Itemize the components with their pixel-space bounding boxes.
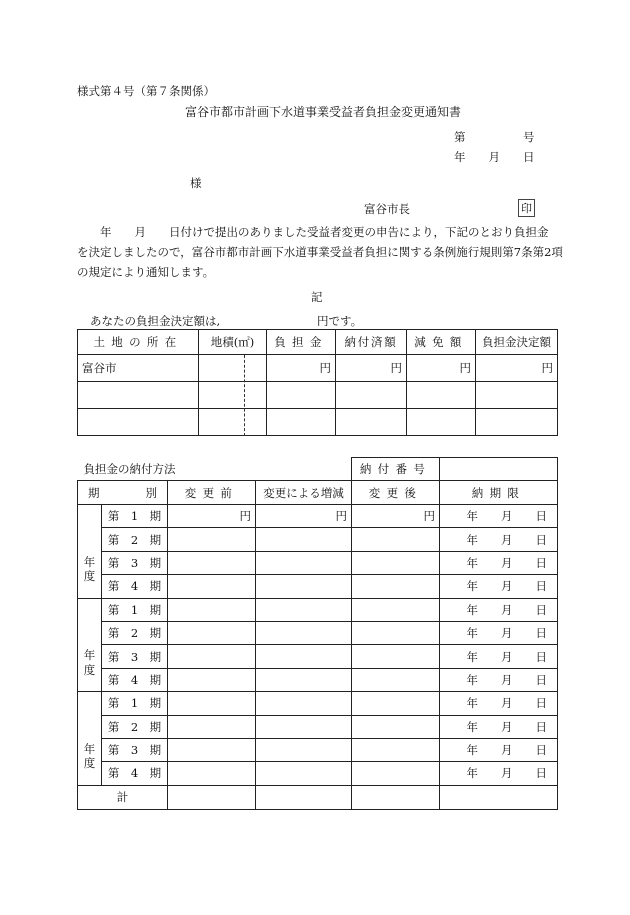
period-label: 第 3 期 [102, 551, 168, 574]
after-change-cell [352, 762, 440, 785]
form-number: 様式第４号（第７条関係） [77, 84, 215, 98]
period-label: 第 4 期 [102, 575, 168, 598]
payment-schedule-table [77, 457, 558, 810]
before-change-cell [168, 692, 256, 715]
decided-charge-cell: 円 [476, 355, 558, 382]
issue-date-label: 年 月 日 [454, 150, 535, 164]
charge-cell: 円 [267, 355, 336, 382]
before-change-cell [168, 762, 256, 785]
header-paid-amount: 納付済額 [336, 330, 407, 355]
after-change-cell [352, 575, 440, 598]
change-amount-cell [256, 528, 352, 551]
due-date-cell: 年 月 日 [440, 621, 558, 644]
after-change-cell [352, 715, 440, 738]
header-due-date: 納期限 [440, 481, 558, 505]
before-change-cell [168, 621, 256, 644]
change-amount-cell [256, 621, 352, 644]
payment-method-title: 負担金の納付方法 [78, 458, 352, 481]
due-date-cell: 年 月 日 [440, 575, 558, 598]
due-date-cell: 年 月 日 [440, 528, 558, 551]
body-text-line-1: 年 月 日付けで提出のありました受益者変更の申告により，下記のとおり負担金 [77, 225, 549, 239]
fiscal-year-cell [78, 598, 102, 692]
land-area-cell [199, 355, 267, 382]
due-date-cell: 年 月 日 [440, 692, 558, 715]
period-label: 第 2 期 [102, 621, 168, 644]
due-date-cell: 年 月 日 [440, 598, 558, 621]
fiscal-year-char: 度 [83, 662, 96, 677]
header-period-char: 期 [88, 485, 100, 500]
after-change-cell [352, 598, 440, 621]
total-after-cell [352, 785, 440, 809]
change-amount-cell [256, 668, 352, 691]
after-change-cell: 円 [352, 505, 440, 528]
period-label: 第 4 期 [102, 668, 168, 691]
header-land-area: 地積(㎡) [199, 330, 267, 355]
change-amount-cell: 円 [256, 505, 352, 528]
after-change-cell [352, 738, 440, 761]
decision-amount-prefix: あなたの負担金決定額は, [90, 314, 221, 328]
issuer-name: 富谷市長 [364, 202, 410, 216]
header-after-change: 変更後 [352, 481, 440, 505]
before-change-cell [168, 715, 256, 738]
header-charge: 負担金 [267, 330, 336, 355]
due-date-cell: 年 月 日 [440, 668, 558, 691]
header-land-location: 土地の所在 [78, 330, 199, 355]
land-location-cell: 富谷市 [78, 355, 199, 382]
header-period-char: 別 [145, 485, 157, 500]
period-label: 第 2 期 [102, 528, 168, 551]
due-date-cell: 年 月 日 [440, 645, 558, 668]
payment-number-label: 納付番号 [352, 458, 440, 481]
before-change-cell [168, 598, 256, 621]
header-period [78, 481, 168, 505]
fiscal-year-char: 年 [83, 554, 96, 569]
fiscal-year-cell [78, 505, 102, 599]
land-location-cell [78, 409, 199, 436]
recipient-suffix: 様 [190, 176, 202, 190]
change-amount-cell [256, 645, 352, 668]
before-change-cell [168, 645, 256, 668]
due-date-cell: 年 月 日 [440, 551, 558, 574]
due-date-cell: 年 月 日 [440, 762, 558, 785]
before-change-cell: 円 [168, 505, 256, 528]
payment-number-cell [440, 458, 558, 481]
period-label: 第 1 期 [102, 692, 168, 715]
period-label: 第 3 期 [102, 645, 168, 668]
area-dashed-divider [244, 355, 245, 436]
after-change-cell [352, 551, 440, 574]
period-label: 第 3 期 [102, 738, 168, 761]
period-label: 第 4 期 [102, 762, 168, 785]
body-text-line-2: を決定しましたので，富谷市都市計画下水道事業受益者負担に関する条例施行規則第7条第2項 [77, 245, 563, 259]
total-change-cell [256, 785, 352, 809]
due-date-cell: 年 月 日 [440, 738, 558, 761]
header-reduction: 減免額 [407, 330, 476, 355]
fiscal-year-cell [78, 692, 102, 786]
period-label: 第 2 期 [102, 715, 168, 738]
before-change-cell [168, 668, 256, 691]
change-amount-cell [256, 692, 352, 715]
body-text-line-3: の規定により通知します。 [77, 265, 215, 279]
reduction-cell: 円 [407, 355, 476, 382]
after-change-cell [352, 645, 440, 668]
land-location-cell [78, 382, 199, 409]
change-amount-cell [256, 738, 352, 761]
document-title: 富谷市都市計画下水道事業受益者負担金変更通知書 [185, 105, 462, 119]
header-before-change: 変更前 [168, 481, 256, 505]
seal-mark: 印 [518, 199, 535, 217]
paid-amount-cell: 円 [336, 355, 407, 382]
before-change-cell [168, 738, 256, 761]
due-date-cell: 年 月 日 [440, 505, 558, 528]
after-change-cell [352, 528, 440, 551]
ki-heading: 記 [311, 290, 323, 304]
fiscal-year-char: 年 [83, 648, 96, 663]
land-charge-table [77, 329, 558, 436]
total-label: 計 [78, 785, 168, 809]
fiscal-year-char: 度 [83, 569, 96, 584]
change-amount-cell [256, 598, 352, 621]
fiscal-year-char: 度 [83, 756, 96, 771]
change-amount-cell [256, 762, 352, 785]
due-date-cell: 年 月 日 [440, 715, 558, 738]
document-number-label: 第 号 [454, 130, 535, 144]
period-label: 第 1 期 [102, 598, 168, 621]
fiscal-year-char: 年 [83, 741, 96, 756]
before-change-cell [168, 528, 256, 551]
change-amount-cell [256, 551, 352, 574]
after-change-cell [352, 621, 440, 644]
decision-amount-suffix: 円です。 [317, 314, 363, 328]
header-decided-charge: 負担金決定額 [476, 330, 558, 355]
after-change-cell [352, 668, 440, 691]
period-label: 第 1 期 [102, 505, 168, 528]
before-change-cell [168, 551, 256, 574]
header-change-amount: 変更による増減 [256, 481, 352, 505]
total-due-cell [440, 785, 558, 809]
change-amount-cell [256, 575, 352, 598]
before-change-cell [168, 575, 256, 598]
change-amount-cell [256, 715, 352, 738]
total-before-cell [168, 785, 256, 809]
after-change-cell [352, 692, 440, 715]
